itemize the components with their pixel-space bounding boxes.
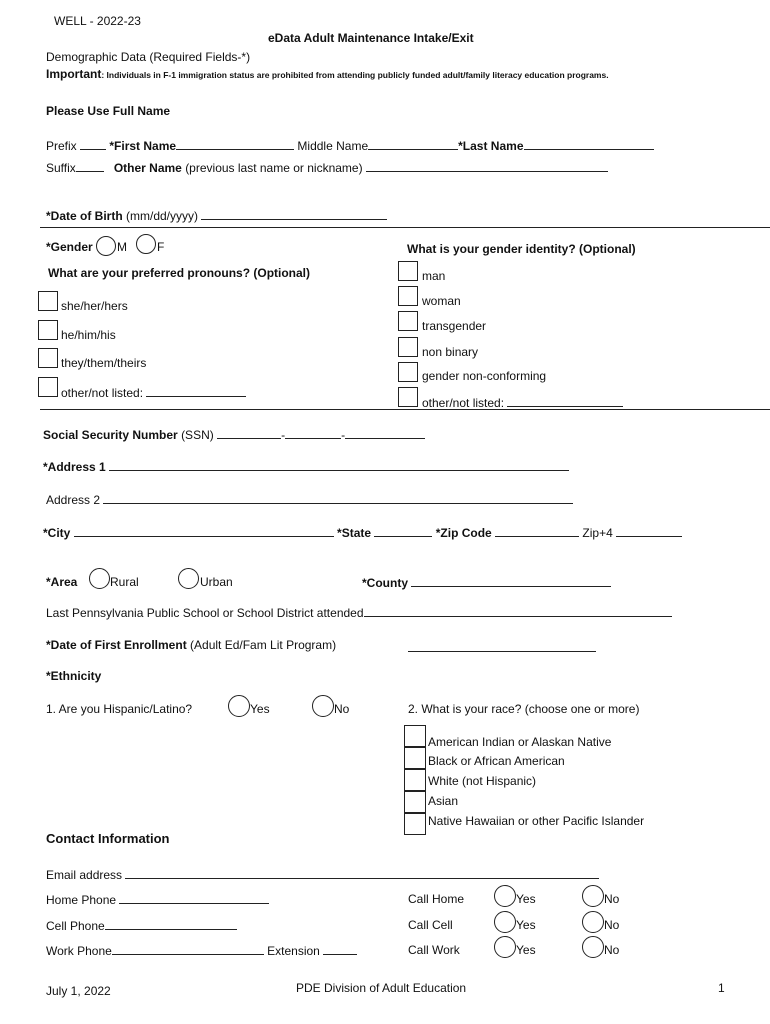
dob-field[interactable] [201,208,387,220]
gender-m-radio[interactable] [96,236,116,256]
area-rural-label: Rural [110,575,139,589]
county-row [362,575,611,590]
call-cell-yes-radio[interactable] [494,911,516,933]
suffix-field[interactable] [76,160,104,172]
form-title: eData Adult Maintenance Intake/Exit [268,31,474,45]
cell-phone-label: Cell Phone [46,919,105,933]
zip-field[interactable] [495,525,579,537]
race-black-label: Black or African American [428,754,565,768]
gender-f-label: F [157,240,165,254]
ssn-row: Social Security Number (SSN) - - [43,427,425,442]
identity-other-label: other/not listed: [422,396,505,410]
call-work-yes-radio[interactable] [494,936,516,958]
gender-m-label: M [117,240,127,254]
pronoun-other-label: other/not listed: [61,386,144,400]
important-label: Important [46,67,102,81]
identity-woman-checkbox[interactable] [398,286,418,306]
hispanic-no-label: No [334,702,350,716]
extension-label: Extension [267,944,320,958]
zip4-label: Zip+4 [582,526,613,540]
identity-man-label: man [422,269,446,283]
last-name-label: *Last Name [458,139,524,153]
footer-division: PDE Division of Adult Education [296,981,467,995]
call-cell-yes-label: Yes [516,918,536,932]
address1-label: *Address 1 [43,460,106,474]
area-urban-label: Urban [200,575,233,589]
pronoun-other-field[interactable] [146,385,246,397]
race-native-american-label: American Indian or Alaskan Native [428,735,612,749]
race-black-checkbox[interactable] [404,747,426,769]
ssn-field-2[interactable] [285,427,341,439]
name-row [46,138,654,153]
identity-other-row [422,395,623,410]
call-work-label: Call Work [408,943,460,957]
dob-label: *Date of Birth [46,209,123,223]
pronoun-other-row [61,385,246,400]
identity-woman-label: woman [422,294,461,308]
county-label: *County [362,576,408,590]
call-work-no-label: No [604,943,620,957]
call-cell-label: Call Cell [408,918,453,932]
call-work-yes-label: Yes [516,943,536,957]
race-white-checkbox[interactable] [404,769,426,791]
hispanic-question: 1. Are you Hispanic/Latino? [46,702,193,716]
prefix-field[interactable] [80,138,106,150]
cell-phone-row [46,918,237,933]
first-name-label: *First Name [109,139,177,153]
call-home-no-radio[interactable] [582,885,604,907]
pronoun-he-label: he/him/his [61,328,116,342]
race-white-label: White (not Hispanic) [428,774,537,788]
last-name-field[interactable] [524,138,654,150]
enrollment-field[interactable] [408,640,596,652]
suffix-label: Suffix [46,161,76,175]
school-label: Last Pennsylvania Public School or School District attended [46,606,364,620]
pronoun-other-checkbox[interactable] [38,377,58,397]
address2-field[interactable] [103,492,573,504]
enrollment-note: (Adult Ed/Fam Lit Program) [190,638,337,652]
race-asian-label: Asian [428,794,459,808]
home-phone-field[interactable] [119,892,269,904]
important-text: : Individuals in F-1 immigration status are prohibited from attending publicly funded adult/family literacy education programs. [101,70,609,80]
ethnicity-heading: *Ethnicity [46,669,102,683]
hispanic-no-radio[interactable] [312,695,334,717]
hispanic-yes-radio[interactable] [228,695,250,717]
address2-row [46,492,573,507]
divider [40,227,770,228]
identity-other-field[interactable] [507,395,623,407]
city-row [43,525,682,540]
first-name-field[interactable] [176,138,294,150]
school-field[interactable] [364,605,672,617]
pronouns-heading: What are your preferred pronouns? (Optional) [48,266,311,280]
dob-format: (mm/dd/yyyy) [126,209,199,223]
divider [40,409,770,410]
ssn-field-1[interactable] [217,427,281,439]
work-phone-field[interactable] [112,943,264,955]
demographic-note: Demographic Data (Required Fields-*) [46,50,251,64]
call-cell-no-label: No [604,918,620,932]
other-name-label: Other Name [113,161,182,175]
race-question: 2. What is your race? (choose one or more) [408,702,640,716]
call-home-yes-radio[interactable] [494,885,516,907]
email-label: Email address [46,868,123,882]
identity-man-checkbox[interactable] [398,261,418,281]
extension-field[interactable] [323,943,357,955]
enrollment-row [46,638,336,652]
race-asian-checkbox[interactable] [404,791,426,813]
pronoun-they-label: they/them/theirs [61,356,147,370]
identity-transgender-checkbox[interactable] [398,311,418,331]
race-pacific-islander-label: Native Hawaiian or other Pacific Islander [428,814,645,828]
identity-other-checkbox[interactable] [398,387,418,407]
school-row [46,605,672,620]
other-name-note: (previous last name or nickname) [185,161,363,175]
identity-nonbinary-label: non binary [422,345,479,359]
middle-name-field[interactable] [368,138,458,150]
email-row [46,867,599,882]
zip4-field[interactable] [616,525,682,537]
pronoun-he-checkbox[interactable] [38,320,58,340]
county-field[interactable] [411,575,611,587]
gender-f-radio[interactable] [136,234,156,254]
address1-row [43,459,569,474]
name-heading: Please Use Full Name [46,104,171,118]
state-label: *State [337,526,372,540]
call-home-yes-label: Yes [516,892,536,906]
contact-heading: Contact Information [46,831,170,846]
cell-phone-field[interactable] [105,918,237,930]
city-field[interactable] [74,525,334,537]
state-field[interactable] [374,525,432,537]
identity-nonconforming-checkbox[interactable] [398,362,418,382]
work-phone-row [46,943,357,958]
home-phone-row [46,892,269,907]
identity-transgender-label: transgender [422,319,487,333]
program-id: WELL - 2022-23 [54,14,141,28]
email-field[interactable] [125,867,599,879]
call-home-label: Call Home [408,892,465,906]
hispanic-yes-label: Yes [250,702,270,716]
identity-nonbinary-checkbox[interactable] [398,337,418,357]
gender-label: *Gender [46,240,93,254]
other-name-field[interactable] [366,160,608,172]
pronoun-she-checkbox[interactable] [38,291,58,311]
footer-page-number: 1 [718,981,725,995]
call-work-no-radio[interactable] [582,936,604,958]
call-cell-no-radio[interactable] [582,911,604,933]
area-urban-radio[interactable] [178,568,199,589]
area-label: *Area [46,575,78,589]
prefix-label: Prefix [46,139,77,153]
work-phone-label: Work Phone [46,944,112,958]
pronoun-she-label: she/her/hers [61,299,128,313]
gender-identity-heading: What is your gender identity? (Optional) [407,242,636,256]
enrollment-label: *Date of First Enrollment [46,638,187,652]
identity-nonconforming-label: gender non-conforming [422,369,547,383]
home-phone-label: Home Phone [46,893,117,907]
address1-field[interactable] [109,459,569,471]
dob-row [46,208,387,223]
race-pacific-islander-checkbox[interactable] [404,813,426,835]
ssn-label: Social Security Number [43,428,178,442]
call-home-no-label: No [604,892,620,906]
zip-label: *Zip Code [435,526,492,540]
address2-label: Address 2 [46,493,101,507]
city-label: *City [43,526,71,540]
footer-date: July 1, 2022 [46,984,111,998]
important-notice [46,67,609,81]
ssn-field-3[interactable] [345,427,425,439]
pronoun-they-checkbox[interactable] [38,348,58,368]
middle-name-label: Middle Name [297,139,369,153]
ssn-abbr: (SSN) [181,428,214,442]
race-native-american-checkbox[interactable] [404,725,426,747]
area-rural-radio[interactable] [89,568,110,589]
suffix-row [46,160,608,175]
